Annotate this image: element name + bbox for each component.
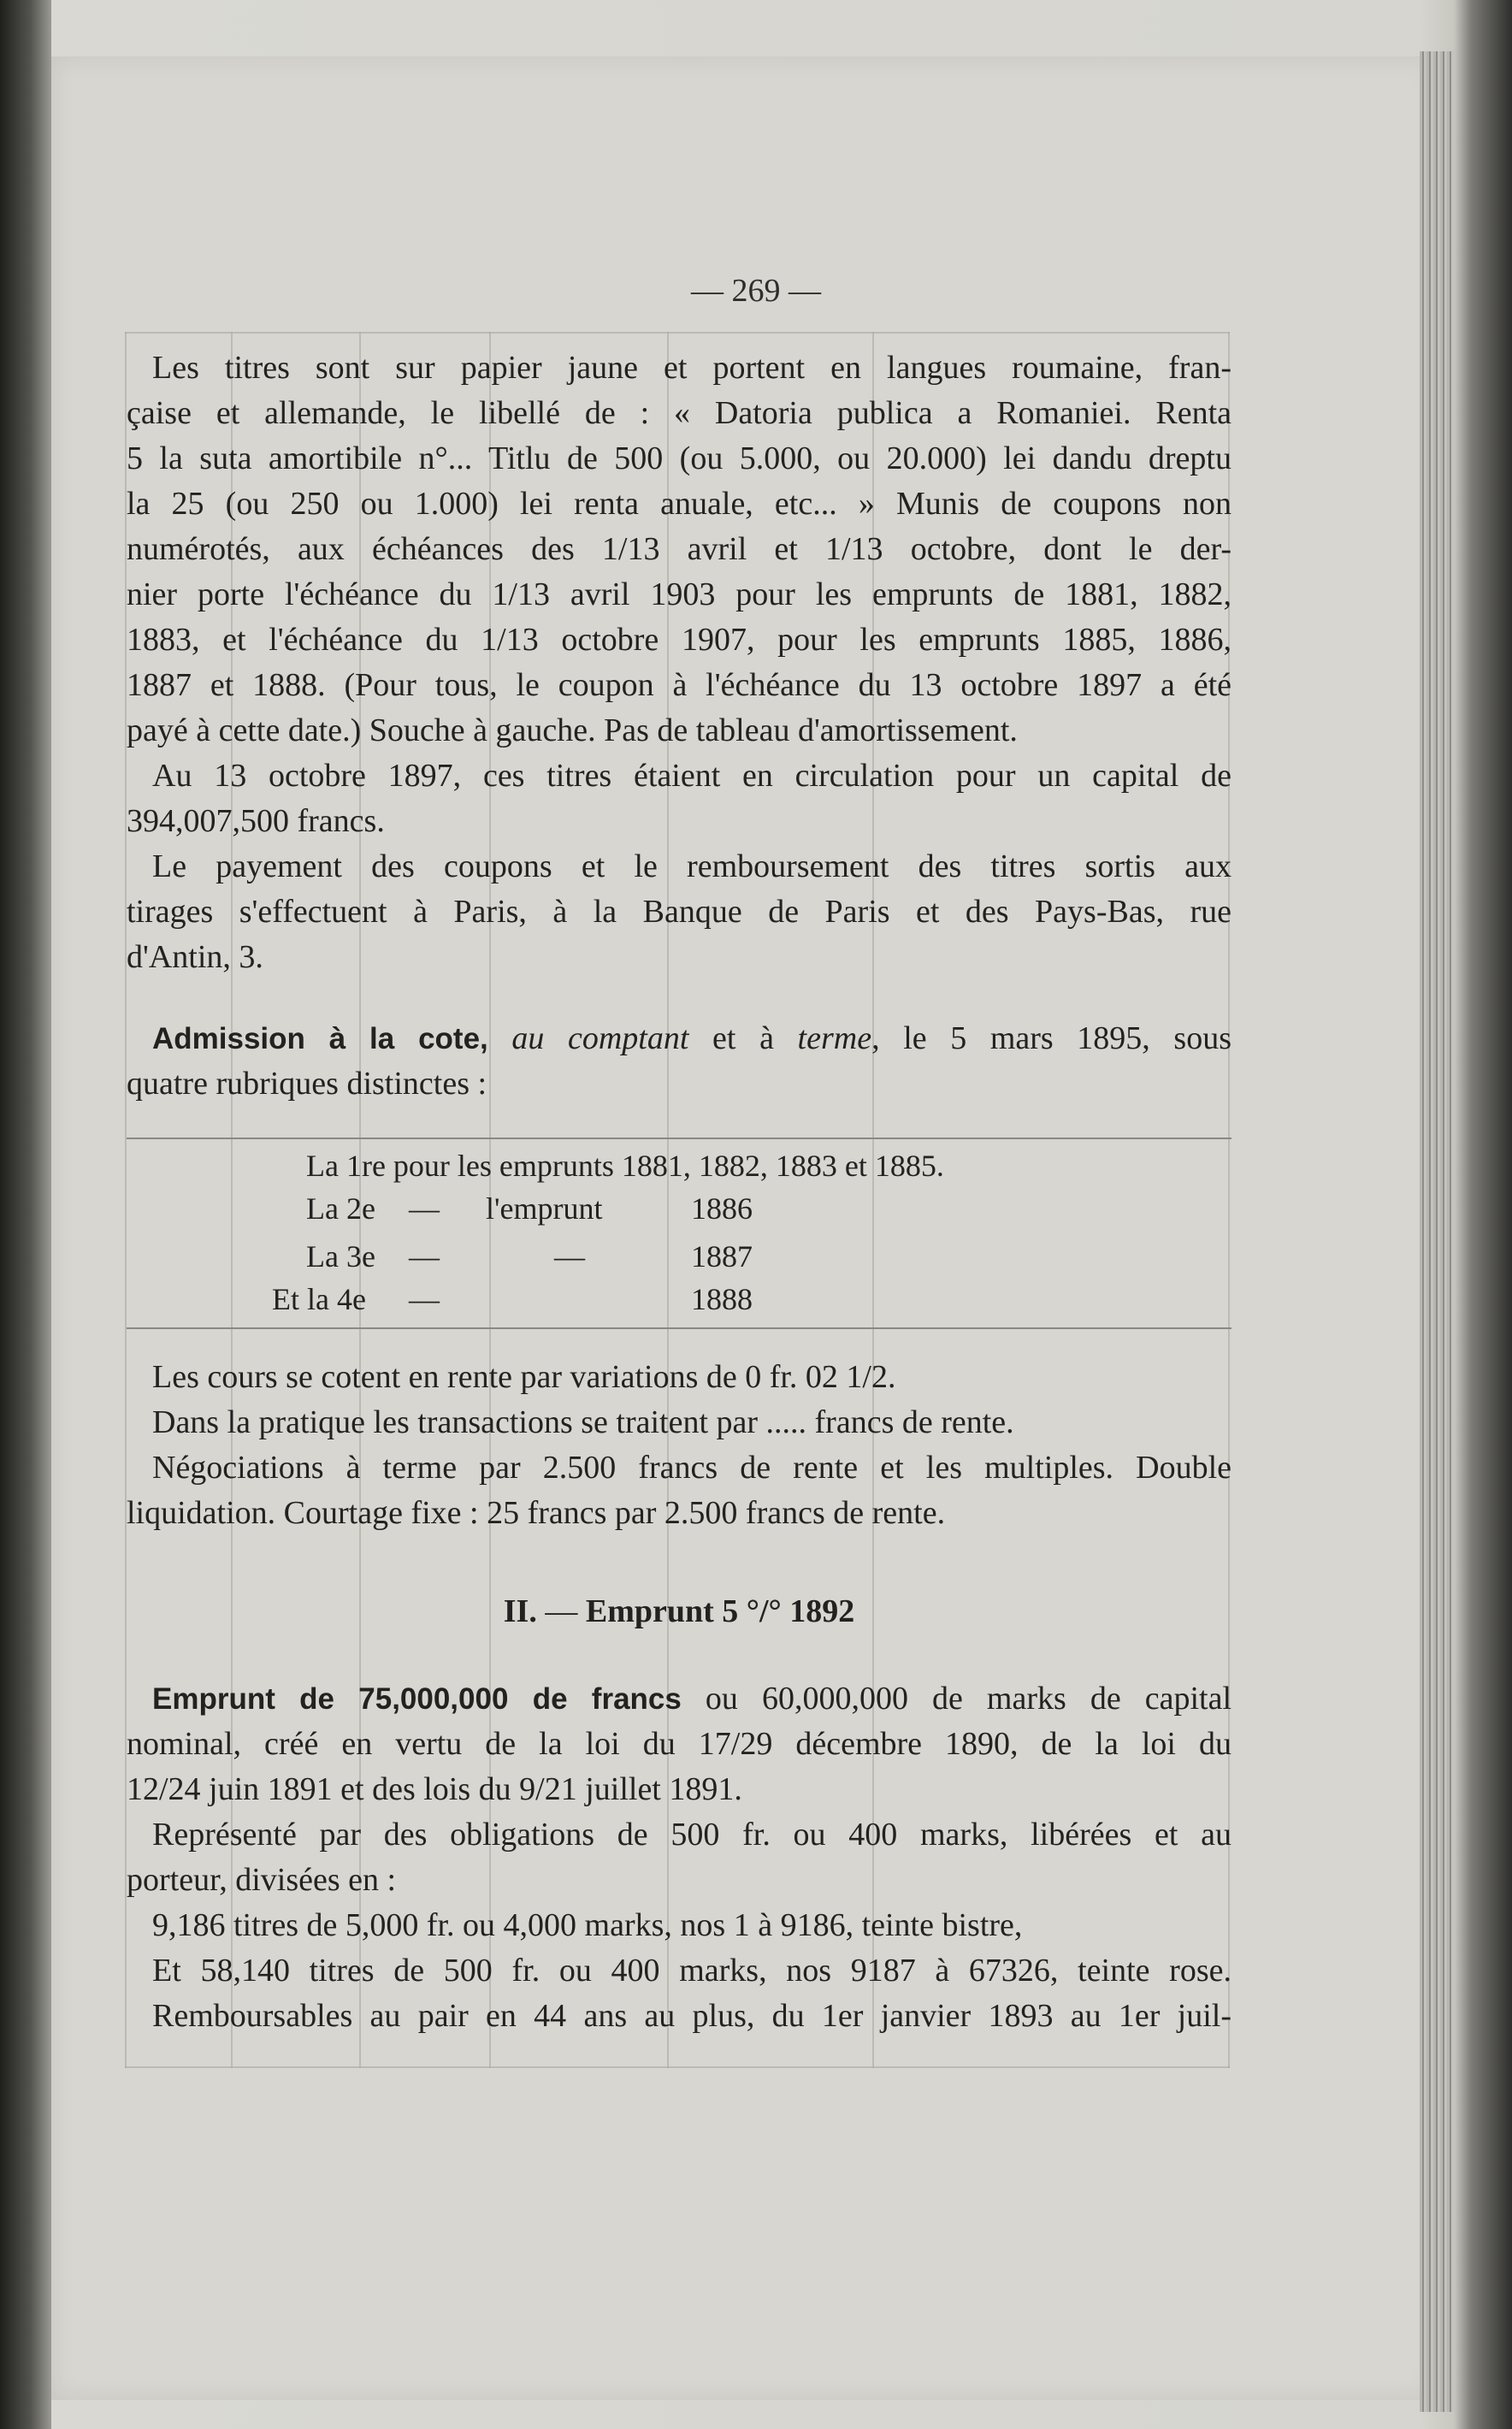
text-line: porteur, divisées en : xyxy=(127,1862,397,1898)
admission-conj: et à xyxy=(688,1020,798,1056)
text-line: nominal, créé en vertu de la loi du 17/29 décembre 1890, de la loi du xyxy=(127,1726,1231,1762)
text-line: Au 13 octobre 1897, ces titres étaient en circulation pour un capital de xyxy=(152,758,1231,794)
emprunt-label: Emprunt de 75,000,000 de francs xyxy=(152,1682,682,1716)
text-line: Et 58,140 titres de 500 fr. ou 400 marks, nos 9187 à 67326, teinte rose. xyxy=(152,1953,1231,1989)
text-line: payé à cette date.) Souche à gauche. Pas de tableau d'amortissement. xyxy=(127,712,1018,748)
quotation-text-block xyxy=(127,1355,1231,1536)
page-number: — 269 — xyxy=(691,273,821,309)
text-line: 1883, et l'échéance du 1/13 octobre 1907, pour les emprunts 1885, 1886, xyxy=(127,622,1231,658)
emprunt-paragraph xyxy=(127,1676,1231,2039)
text-line: 1887 et 1888. (Pour tous, le coupon à l'échéance du 13 octobre 1897 a été xyxy=(127,667,1231,703)
section-dash: — xyxy=(536,1593,586,1629)
rubrique-label: Et la 4e xyxy=(272,1282,366,1316)
text-line: 394,007,500 francs. xyxy=(127,803,385,839)
text-line: 5 la suta amortibile n°... Titlu de 500 (ou 5.000, ou 20.000) lei dandu dreptu xyxy=(127,440,1231,476)
rubrique-label: La 3e xyxy=(306,1239,375,1274)
rubrique-year: 1888 xyxy=(691,1282,753,1316)
text-line: Négociations à terme par 2.500 francs de rente et les multiples. Double xyxy=(152,1450,1231,1486)
section-heading: Emprunt 5 °/° 1892 xyxy=(585,1593,855,1629)
text-line: Le payement des coupons et le remboursement des titres sortis aux xyxy=(152,848,1231,884)
rubrique-row xyxy=(127,1281,1231,1322)
rubrique-dash: — xyxy=(409,1191,440,1226)
text-line: la 25 (ou 250 ou 1.000) lei renta anuale, etc... » Munis de coupons non xyxy=(127,486,1231,522)
text-line: çaise et allemande, le libellé de : « Datoria publica a Romaniei. Renta xyxy=(127,395,1231,431)
rubrique-label: La 2e xyxy=(306,1191,375,1226)
rubrique-year: 1886 xyxy=(691,1191,753,1226)
rubrique-text: La 1re pour les emprunts 1881, 1882, 1883 et 1885. xyxy=(306,1149,944,1183)
text-line: nier porte l'échéance du 1/13 avril 1903 pour les emprunts de 1881, 1882, xyxy=(127,576,1231,612)
admission-paragraph xyxy=(127,1016,1231,1107)
text-line: 12/24 juin 1891 et des lois du 9/21 juillet 1891. xyxy=(127,1771,742,1807)
section-number: II. xyxy=(503,1593,537,1629)
text-line: quatre rubriques distinctes : xyxy=(127,1066,487,1102)
emprunt-rest: ou 60,000,000 de marks de capital xyxy=(681,1681,1231,1717)
text-line: d'Antin, 3. xyxy=(127,939,263,975)
text-line: Dans la pratique les transactions se traitent par ..... francs de rente. xyxy=(152,1404,1014,1440)
rubrique-dash: — xyxy=(409,1239,440,1274)
text-line: Les cours se cotent en rente par variations de 0 fr. 02 1/2. xyxy=(152,1359,896,1395)
text-line: Les titres sont sur papier jaune et portent en langues roumaine, fran- xyxy=(152,350,1231,386)
section-title xyxy=(127,1593,1231,1630)
intro-text-block xyxy=(127,346,1231,980)
book-gutter-shadow xyxy=(0,0,51,2429)
text-line: liquidation. Courtage fixe : 25 francs par 2.500 francs de rente. xyxy=(127,1495,946,1531)
text-line: Représenté par des obligations de 500 fr. ou 400 marks, libérées et au xyxy=(152,1817,1231,1853)
text-line: numérotés, aux échéances des 1/13 avril et 1/13 octobre, dont le der- xyxy=(127,531,1231,567)
admission-terme: terme xyxy=(797,1020,872,1056)
text-line: Remboursables au pair en 44 ans au plus, du 1er janvier 1893 au 1er juil- xyxy=(152,1998,1231,2034)
rubrique-word: l'emprunt xyxy=(486,1191,603,1226)
page-edges xyxy=(1420,51,1454,2412)
text-line: 9,186 titres de 5,000 fr. ou 4,000 marks, nos 1 à 9186, teinte bistre, xyxy=(152,1907,1023,1943)
text-line xyxy=(127,1676,1231,1722)
rubrique-dash: — xyxy=(409,1282,440,1316)
text-line xyxy=(127,1016,1231,1061)
rubrique-year: 1887 xyxy=(691,1239,753,1274)
bleed-through-line xyxy=(125,332,1230,334)
bleed-through-line xyxy=(125,2066,1230,2068)
admission-rest: , le 5 mars 1895, sous xyxy=(871,1020,1231,1056)
rubrique-row xyxy=(127,1238,1231,1280)
rubrique-row xyxy=(127,1148,1231,1189)
rubriques-table xyxy=(127,1138,1231,1329)
admission-label: Admission à la cote, xyxy=(152,1022,488,1055)
admission-comptant: au comptant xyxy=(511,1020,689,1056)
text-line: tirages s'effectuent à Paris, à la Banque de Paris et des Pays-Bas, rue xyxy=(127,894,1231,930)
rubrique-word: — xyxy=(554,1239,585,1274)
rubrique-row xyxy=(127,1191,1231,1232)
